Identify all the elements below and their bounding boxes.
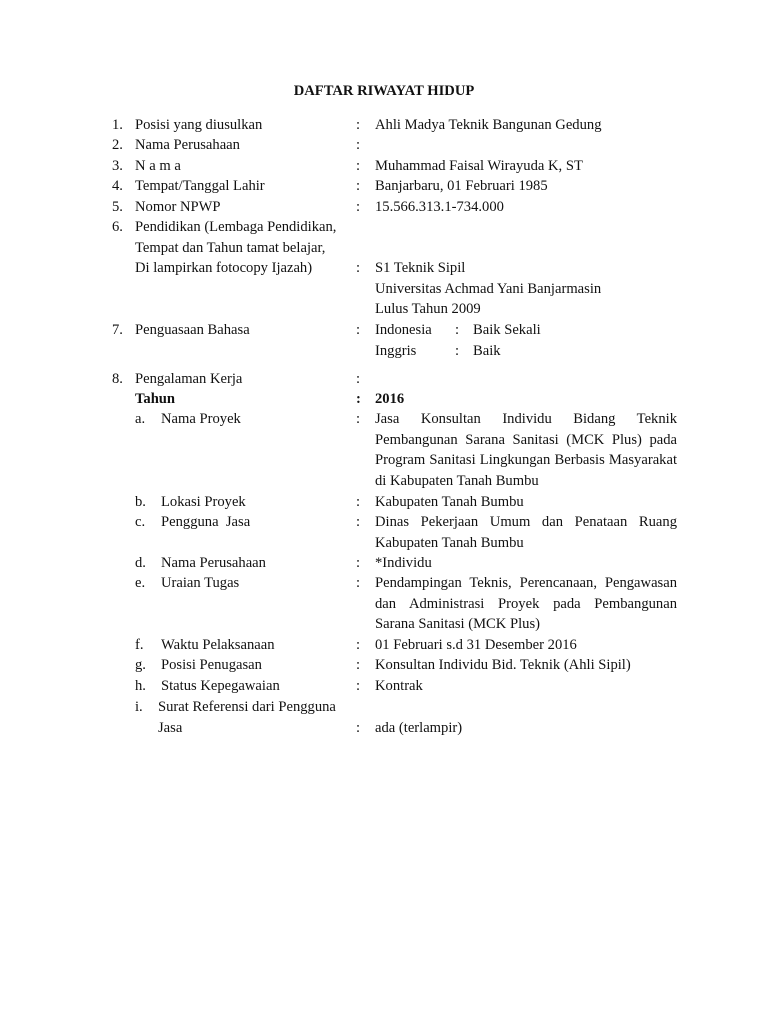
detail-label: Uraian Tugas <box>161 575 240 591</box>
detail-letter: c. <box>135 514 146 530</box>
item-value: Banjarbaru, 01 Februari 1985 <box>375 178 548 194</box>
education-value-line: Lulus Tahun 2009 <box>375 301 481 317</box>
detail-value: 01 Februari s.d 31 Desember 2016 <box>375 637 577 653</box>
colon: : <box>356 411 361 427</box>
item-number: 3. <box>112 158 123 174</box>
colon: : <box>356 494 361 510</box>
colon: : <box>356 637 361 653</box>
item-number: 2. <box>112 137 123 153</box>
item-number: 5. <box>112 199 123 215</box>
item-value: 15.566.313.1-734.000 <box>375 199 504 215</box>
colon: : <box>356 720 361 736</box>
detail-label: Nama Proyek <box>161 411 241 427</box>
detail-label: Lokasi Proyek <box>161 494 246 510</box>
detail-letter: i. <box>135 699 143 715</box>
item-label: Nama Perusahaan <box>135 137 240 153</box>
detail-letter: d. <box>135 555 146 571</box>
detail-value: ada (terlampir) <box>375 720 463 736</box>
year-value: 2016 <box>375 391 405 407</box>
colon: : <box>356 322 361 338</box>
item-number: 7. <box>112 322 123 338</box>
detail-label: Waktu Pelaksanaan <box>161 637 275 653</box>
detail-letter: a. <box>135 411 146 427</box>
colon: : <box>356 371 361 387</box>
detail-label: Nama Perusahaan <box>161 555 266 571</box>
detail-value: Kabupaten Tanah Bumbu <box>375 494 524 510</box>
education-label-line: Tempat dan Tahun tamat belajar, <box>135 240 326 256</box>
detail-value: Dinas Pekerjaan Umum dan Penataan Ruang Kabupaten Tanah Bumbu <box>375 514 677 551</box>
item-label: Posisi yang diusulkan <box>135 117 263 133</box>
item-value: Ahli Madya Teknik Bangunan Gedung <box>375 117 602 133</box>
colon: : <box>356 260 361 276</box>
detail-label: Posisi Penugasan <box>161 657 262 673</box>
language-level: Baik <box>473 343 501 359</box>
item-number: 8. <box>112 371 123 387</box>
colon: : <box>356 137 361 153</box>
education-value-line: S1 Teknik Sipil <box>375 260 466 276</box>
detail-label-line: Jasa <box>158 720 183 736</box>
detail-label: Status Kepegawaian <box>161 678 280 694</box>
education-value-line: Universitas Achmad Yani Banjarmasin <box>375 281 602 297</box>
document-title: DAFTAR RIWAYAT HIDUP <box>293 83 475 99</box>
colon: : <box>356 158 361 174</box>
colon: : <box>356 555 361 571</box>
item-label: Penguasaan Bahasa <box>135 322 250 338</box>
education-label-line: Pendidikan (Lembaga Pendidikan, <box>135 219 337 235</box>
detail-label: Pengguna Jasa <box>161 514 251 530</box>
detail-letter: e. <box>135 575 146 591</box>
detail-value: *Individu <box>375 555 432 571</box>
item-label: N a m a <box>135 158 181 174</box>
language-name: Indonesia <box>375 322 432 338</box>
colon: : <box>455 322 460 338</box>
language-name: Inggris <box>375 343 417 359</box>
colon: : <box>356 391 361 407</box>
colon: : <box>356 117 361 133</box>
education-label-line: Di lampirkan fotocopy Ijazah) <box>135 260 313 276</box>
detail-letter: f. <box>135 637 144 653</box>
colon: : <box>356 178 361 194</box>
detail-letter: b. <box>135 494 146 510</box>
item-number: 1. <box>112 117 123 133</box>
colon: : <box>455 343 460 359</box>
colon: : <box>356 575 361 591</box>
colon: : <box>356 199 361 215</box>
detail-label-line: Surat Referensi dari Pengguna <box>158 699 336 715</box>
detail-value: Pendampingan Teknis, Perencanaan, Pengawasan dan Administrasi Proyek pada Pembangunan Sarana Sanitasi (MCK Plus) <box>375 575 677 632</box>
detail-letter: h. <box>135 678 146 694</box>
detail-value: Konsultan Individu Bid. Teknik (Ahli Sipil) <box>375 657 631 673</box>
detail-value: Kontrak <box>375 678 423 694</box>
item-number: 6. <box>112 219 123 235</box>
item-label: Tempat/Tanggal Lahir <box>135 178 265 194</box>
item-label: Nomor NPWP <box>135 199 221 215</box>
item-label: Pengalaman Kerja <box>135 371 243 387</box>
detail-letter: g. <box>135 657 146 673</box>
detail-value: Jasa Konsultan Individu Bidang Teknik Pembangunan Sarana Sanitasi (MCK Plus) pada Program Sanitasi Lingkungan Berbasis Masyarakat di Kabupaten Tanah Bumbu <box>375 411 677 489</box>
colon: : <box>356 678 361 694</box>
item-number: 4. <box>112 178 123 194</box>
item-value: Muhammad Faisal Wirayuda K, ST <box>375 158 583 174</box>
language-level: Baik Sekali <box>473 322 541 338</box>
year-label: Tahun <box>135 391 176 407</box>
colon: : <box>356 514 361 530</box>
colon: : <box>356 657 361 673</box>
